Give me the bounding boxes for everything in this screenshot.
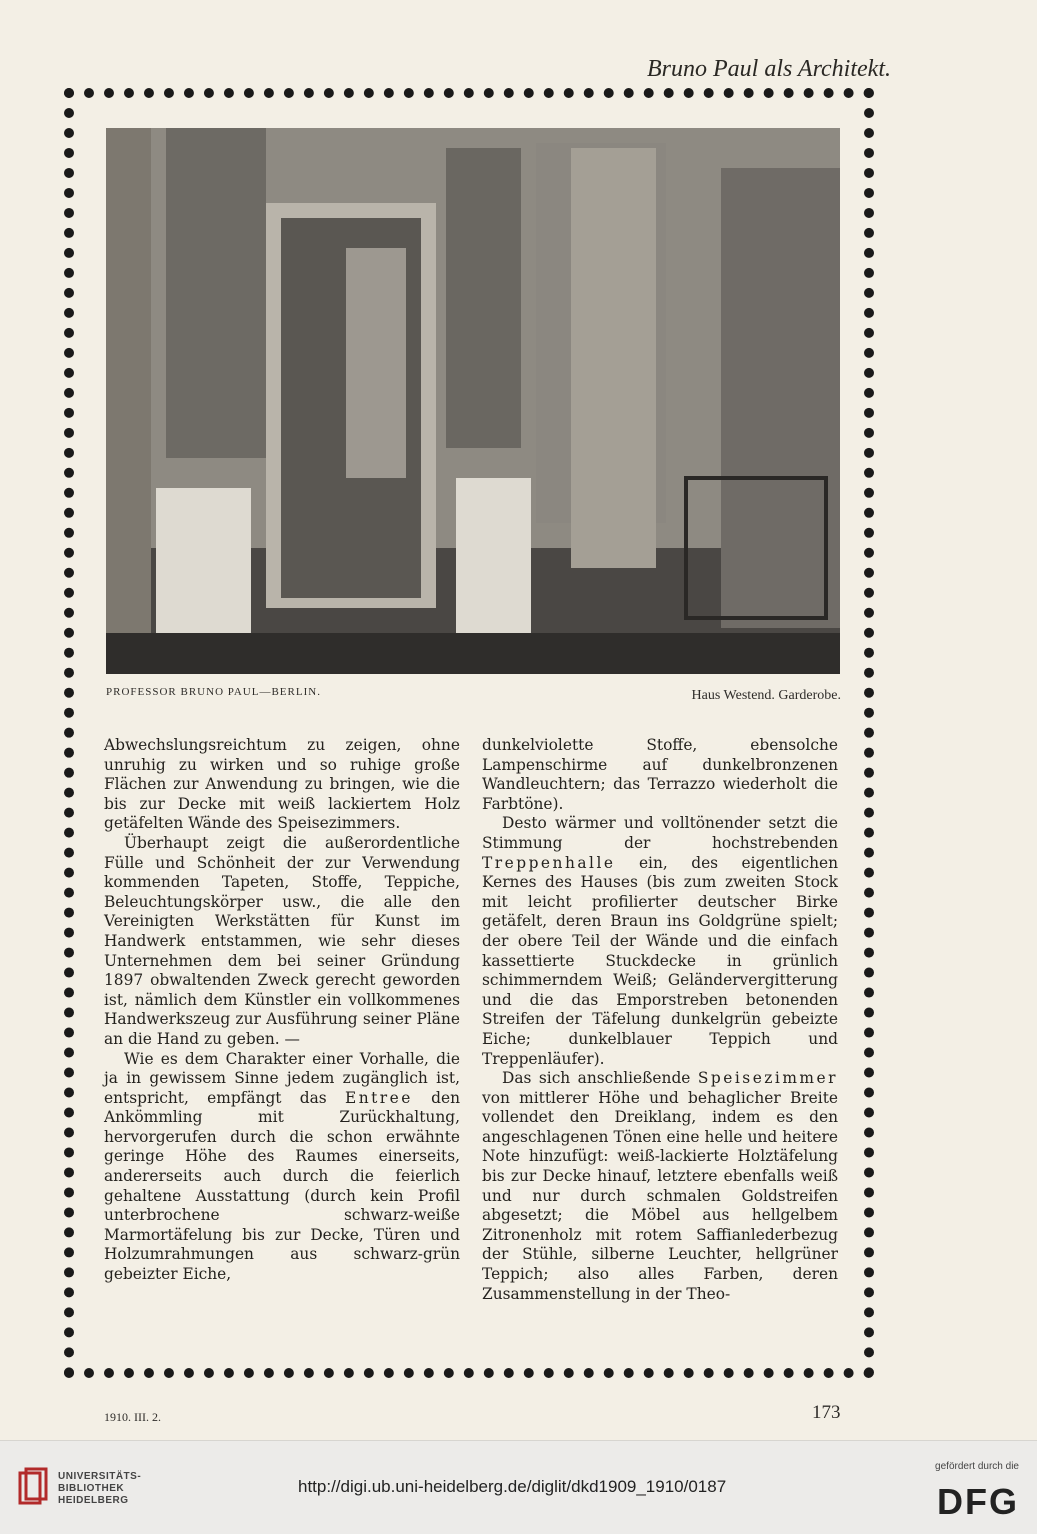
library-logo-icon (18, 1467, 48, 1509)
page-url-link[interactable]: http://digi.ub.uni-heidelberg.de/diglit/dkd1909_1910/0187 (298, 1477, 727, 1496)
paragraph-text: den Ankömmling mit Zurückhaltung, hervorgerufen durch die schon erwähnte geringe Höhe des Raumes einerseits, andererseits auch durch die feierlich gehaltene Ausstattung (durch kein Profil unterbrochene schwarz-weiße Marmortäfelung bis zur Decke, Türen und Holzumrahmungen aus schwarz-grün gebeizter Eiche, (104, 1088, 460, 1284)
room-photo-illustration (106, 128, 840, 674)
photo-credit: PROFESSOR BRUNO PAUL—BERLIN. (106, 686, 321, 698)
running-head: Bruno Paul als Architekt. (647, 56, 891, 82)
paragraph: dunkelviolette Stoffe, ebensolche Lampenschirme auf dunkelbronzenen Wandleuchtern; das Terrazzo wiederholt die Farbtöne). (482, 736, 838, 813)
library-name: UNIVERSITÄTS- BIBLIOTHEK HEIDELBERG (58, 1471, 142, 1506)
spaced-term: Speisezimmer (697, 1069, 838, 1088)
dfg-logo: DFG (937, 1481, 1019, 1522)
paragraph-text: ein, des eigentlichen Kernes des Hauses (bis zum zweiten Stock mit leicht profilierter deutscher Birke getäfelt, deren Braun ins Goldgrüne spielt; der obere Teil der Wände und die einfach kassettierte Stuckdecke in grünlich schimmerndem Weiß; Geländervergitterung und die das Emporstreben betonenden Streifen der Täfelung dunkelgrün gebeizte Eiche; dunkelblauer Teppich und Treppenläufer). (482, 853, 838, 1068)
paragraph: Überhaupt zeigt die außerordentliche Fülle und Schönheit der zur Verwendung kommenden Tapeten, Stoffe, Teppiche, Beleuchtungskörper usw., die alle den Vereinigten Werkstätten für Kunst im Handwerk entstammen, wie sehr dieses Unternehmen dem bei seiner Gründung 1897 obwaltenden Zweck gerecht geworden ist, nämlich dem Künstler ein vollkommenes Handwerkszeug zur Ausführung seiner Pläne an die Hand zu geben. — (104, 833, 460, 1048)
photo-caption: Haus Westend. Garderobe. (691, 688, 841, 703)
paragraph-text: von mittlerer Höhe und behaglicher Breite vollendet den Dreiklang, indem es den angeschlagenen Tönen eine helle und heitere Note hinzufügt: weiß-lackierte Holztäfelung bis zur Decke hinauf, letztere ebenfalls weiß und nur durch schmalen Goldstreifen abgesetzt; die Möbel aus hellgelbem Zitronenholz mit rotem Saffianlederbezug der Stühle, silberne Leuchter, hellgrüner Teppich; also alles Farben, deren Zusammenstellung in der Theo- (482, 1088, 838, 1303)
paragraph-text: Das sich anschließende (502, 1069, 698, 1088)
page-number: 173 (812, 1402, 841, 1423)
text-column-left (104, 736, 460, 1285)
paragraph (482, 1069, 838, 1304)
paragraph (482, 814, 838, 1069)
funded-by-label: gefördert durch die (935, 1461, 1019, 1472)
paragraph (104, 1050, 460, 1285)
paragraph-text: Wie es dem Charakter einer Vorhalle, die ja in gewissem Sinne jedem zugänglich ist, entspricht, empfängt das (104, 1049, 460, 1107)
photograph-garderobe (106, 128, 840, 674)
spaced-term: Treppenhalle (482, 853, 616, 872)
paragraph-text: Desto wärmer und volltönender setzt die Stimmung der hochstrebenden (482, 814, 838, 852)
spaced-term: Entree (344, 1088, 413, 1107)
viewer-footer (0, 1440, 1037, 1534)
volume-folio: 1910. III. 2. (104, 1410, 161, 1424)
paragraph: Abwechslungsreichtum zu zeigen, ohne unruhig zu wirken und so ruhige große Flächen zur Anwendung zu bringen, wie die bis zur Decke mit weiß lackiertem Holz getäfelten Wände des Speisezimmers. (104, 736, 460, 833)
text-column-right (482, 736, 838, 1304)
